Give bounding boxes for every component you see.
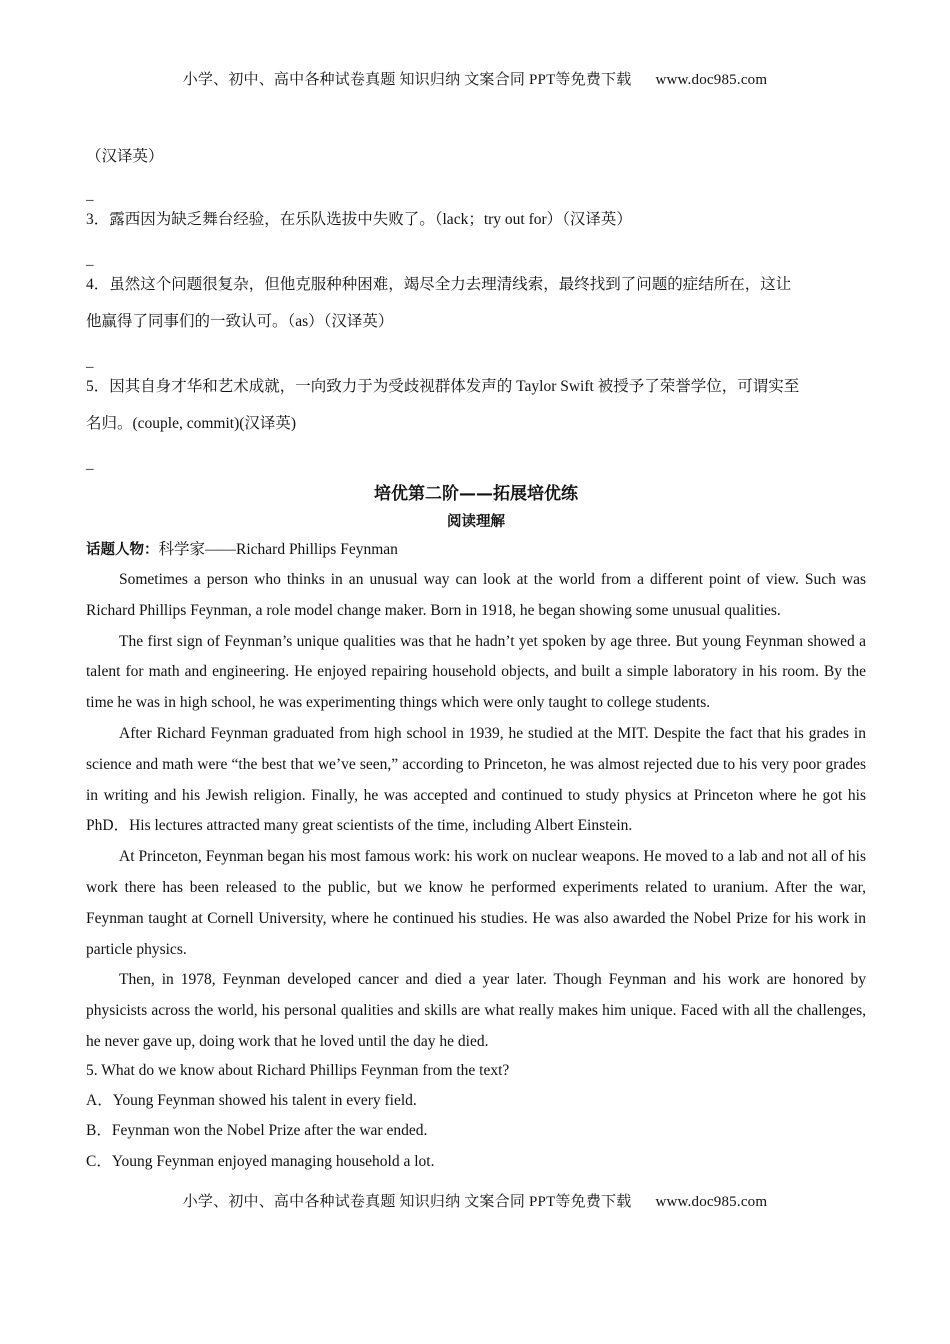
question-stem: 5. What do we know about Richard Phillips Feynman from the text? xyxy=(86,1062,510,1079)
section-subtitle: 阅读理解 xyxy=(447,514,505,530)
page-header xyxy=(0,68,950,89)
option-a[interactable]: A．Young Feynman showed his talent in every field. xyxy=(86,1092,417,1110)
passage-paragraph-1: Sometimes a person who thinks in an unusual way can look at the world from a different point of view. Such was Richard Phillips Feynman, a role model change maker. Born in 1918, he began showing some unusual qualities. xyxy=(86,571,866,619)
option-c[interactable]: C．Young Feynman enjoyed managing household a lot. xyxy=(86,1152,435,1170)
option-b[interactable]: B．Feynman won the Nobel Prize after the war ended. xyxy=(86,1122,428,1140)
answer-blank-2[interactable]: _ xyxy=(86,187,94,203)
question-3: 3．露西因为缺乏舞台经验，在乐队选拔中失败了。（lack；try out for）（汉译英） xyxy=(86,211,632,228)
header-site-link[interactable]: www.doc985.com xyxy=(655,72,768,88)
answer-blank-4[interactable]: _ xyxy=(86,354,94,370)
topic-line xyxy=(86,537,398,559)
answer-blank-3[interactable]: _ xyxy=(86,252,94,268)
section-title: 培优第二阶——拓展培优练 xyxy=(374,484,578,504)
answer-blank-5[interactable]: _ xyxy=(86,456,94,472)
footer-text: 小学、初中、高中各种试卷真题 知识归纳 文案合同 PPT等免费下载 xyxy=(182,1194,632,1210)
q2-tail: （汉译英） xyxy=(86,148,164,165)
topic-label: 话题人物： xyxy=(86,542,159,558)
passage-paragraph-2: The first sign of Feynman’s unique qualities was that he hadn’t yet spoken by age three. But young Feynman showed a talent for math and engineering. He enjoyed repairing household objects, and built a simple laboratory in his room. By the time he was in high school, he was experimenting things which were only taught to college students. xyxy=(86,632,866,712)
footer-site-link[interactable]: www.doc985.com xyxy=(655,1194,768,1210)
header-text: 小学、初中、高中各种试卷真题 知识归纳 文案合同 PPT等免费下载 xyxy=(182,72,632,88)
passage-paragraph-5: Then, in 1978, Feynman developed cancer and died a year later. Though Feynman and his work are honored by physicists across the world, his personal qualities and skills are what really makes him unique. Faced with all the challenges, he never gave up, doing work that he loved until the day he died. xyxy=(86,971,866,1050)
topic-value: 科学家——Richard Phillips Feynman xyxy=(158,541,398,558)
passage-paragraph-4: At Princeton, Feynman began his most famous work: his work on nuclear weapons. He moved to a lab and not all of his work there has been released to the public, but we know he performed experiments related to uranium. After the war, Feynman taught at Cornell University, where he continued his studies. He was also awarded the Nobel Prize for his work in particle physics. xyxy=(86,848,866,958)
reading-passage xyxy=(86,565,866,1058)
question-block xyxy=(86,1056,866,1177)
question-5-line-1: 5．因其自身才华和艺术成就，一向致力于为受歧视群体发声的 Taylor Swift 被授予了荣誉学位，可谓实至 xyxy=(86,378,800,395)
question-4-line-1: 4．虽然这个问题很复杂，但他克服种种困难，竭尽全力去理清线索，最终找到了问题的症结所在，这让 xyxy=(86,276,792,293)
page-footer xyxy=(0,1190,950,1211)
question-4-line-2: 他赢得了同事们的一致认可。（as）（汉译英） xyxy=(86,313,394,330)
passage-paragraph-3: After Richard Feynman graduated from high school in 1939, he studied at the MIT. Despite the fact that his grades in science and math were “the best that we’ve seen,” according to Princeton, he was almost rejected due to his very poor grades in writing and his Jewish religion. Finally, he was accepted and continued to study physics at Princeton where he got his PhD．His lectures attracted many great scientists of the time, including Albert Einstein. xyxy=(86,724,866,835)
question-5-line-2: 名归。(couple, commit)(汉译英) xyxy=(86,415,297,432)
